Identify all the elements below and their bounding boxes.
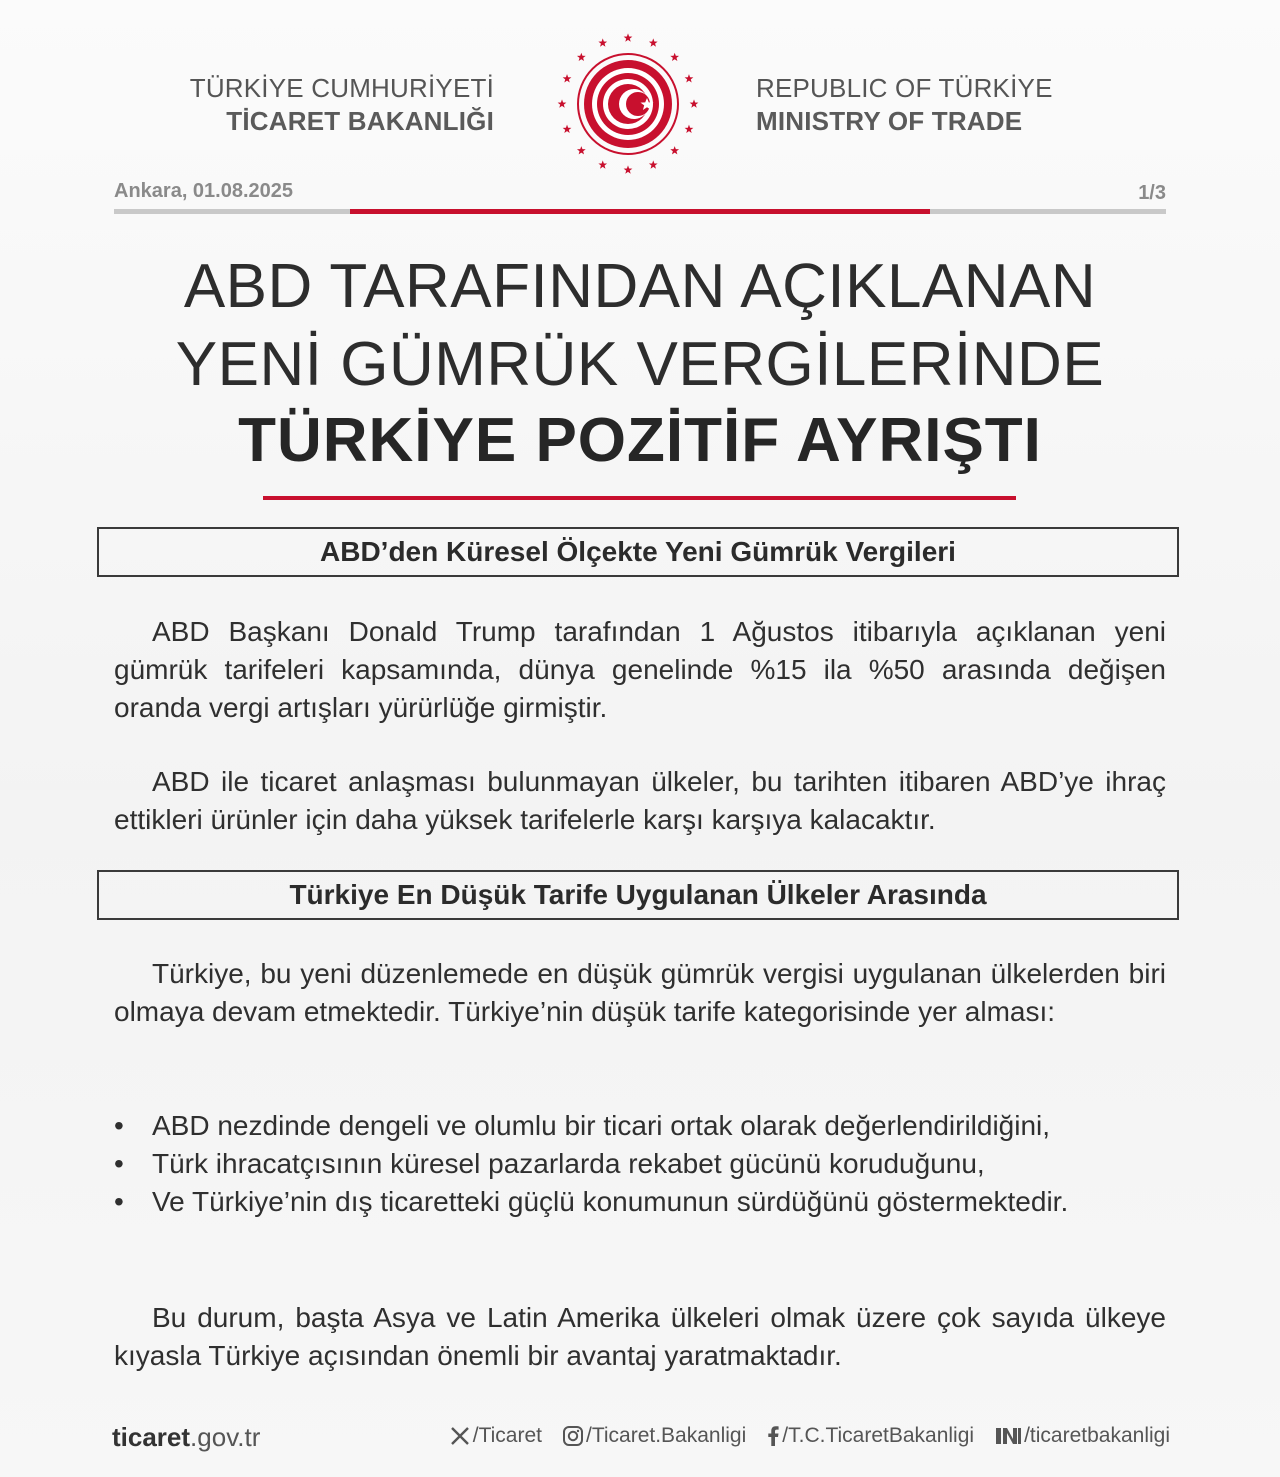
nsosyal-icon bbox=[994, 1425, 1022, 1447]
website-bold: ticaret bbox=[112, 1422, 191, 1452]
emblem-star-icon bbox=[624, 33, 633, 41]
page-number: 1/3 bbox=[1138, 182, 1166, 204]
social-handle: /Ticaret.Bakanligi bbox=[585, 1424, 747, 1447]
emblem-star-icon bbox=[577, 146, 586, 154]
bullet-list bbox=[114, 1107, 1166, 1221]
emblem-star-icon bbox=[649, 160, 658, 168]
section-heading-2: Türkiye En Düşük Tarife Uygulanan Ülkeler Arasında bbox=[97, 870, 1179, 920]
divider-red bbox=[350, 209, 930, 214]
paragraph-1: ABD Başkanı Donald Trump tarafından 1 Ağustos itibarıyla açıklanan yeni gümrük tarifeleri kapsamında, dünya genelinde %15 ila %50 arasında değişen oranda vergi artışları yürürlüğe girmiştir. bbox=[114, 616, 1166, 723]
emblem-star-icon bbox=[598, 160, 607, 168]
emblem-star-icon bbox=[624, 165, 633, 173]
social-handle: /ticaretbakanligi bbox=[1024, 1424, 1170, 1447]
instagram-icon bbox=[562, 1425, 584, 1447]
x-icon bbox=[449, 1425, 471, 1447]
bullet-icon: • bbox=[114, 1148, 124, 1179]
emblem-star-icon bbox=[563, 74, 572, 82]
ministry-emblem-icon bbox=[550, 26, 706, 182]
paragraph-3: Türkiye, bu yeni düzenlemede en düşük gümrük vergisi uygulanan ülkelerden biri olmaya devam etmektedir. Türkiye’nin düşük tarife kategorisinde yer alması: bbox=[114, 958, 1166, 1027]
social-link-instagram[interactable] bbox=[562, 1424, 746, 1448]
website-link[interactable] bbox=[112, 1422, 260, 1453]
emblem-star-icon bbox=[685, 125, 694, 133]
emblem-star-icon bbox=[563, 125, 572, 133]
footer bbox=[0, 1420, 1280, 1460]
header-right-line2: MINISTRY OF TRADE bbox=[756, 106, 1023, 136]
title-underline bbox=[263, 496, 1016, 500]
list-item-text: ABD nezdinde dengeli ve olumlu bir ticari ortak olarak değerlendirildiğini, bbox=[152, 1110, 1051, 1141]
emblem-star-icon bbox=[558, 99, 567, 107]
social-handle: /Ticaret bbox=[472, 1424, 542, 1447]
social-link-nsosyal[interactable] bbox=[994, 1424, 1170, 1448]
document-date: Ankara, 01.08.2025 bbox=[114, 180, 294, 202]
list-item bbox=[114, 1183, 1166, 1221]
title-line-1: ABD TARAFINDAN AÇIKLANAN bbox=[183, 252, 1097, 321]
social-link-x[interactable] bbox=[449, 1424, 542, 1448]
list-item-text: Türk ihracatçısının küresel pazarlarda rekabet gücünü koruduğunu, bbox=[152, 1148, 985, 1179]
header-left-line2: TİCARET BAKANLIĞI bbox=[226, 106, 494, 136]
header-right-line1: REPUBLIC OF TÜRKİYE bbox=[756, 73, 1053, 103]
social-handle: /T.C.TicaretBakanligi bbox=[782, 1424, 975, 1447]
emblem-star-icon bbox=[690, 99, 699, 107]
emblem-star-icon bbox=[670, 53, 679, 61]
emblem-star-icon bbox=[649, 38, 658, 46]
emblem-star-icon bbox=[685, 74, 694, 82]
header-right bbox=[756, 72, 1053, 138]
header-left-line1: TÜRKİYE CUMHURİYETİ bbox=[189, 73, 494, 103]
paragraph-2: ABD ile ticaret anlaşması bulunmayan ülkeler, bu tarihten itibaren ABD’ye ihraç ettikleri ürünler için daha yüksek tarifelerle karşı karşıya kalacaktır. bbox=[114, 766, 1166, 835]
website-rest: .gov.tr bbox=[190, 1422, 261, 1452]
list-item-text: Ve Türkiye’nin dış ticaretteki güçlü konumunun sürdüğünü göstermektedir. bbox=[152, 1186, 1069, 1217]
bullet-icon: • bbox=[114, 1186, 124, 1217]
social-link-facebook[interactable] bbox=[766, 1424, 974, 1448]
list-item bbox=[114, 1145, 1166, 1183]
title-line-2: YENİ GÜMRÜK VERGİLERİNDE bbox=[175, 330, 1105, 399]
emblem-star-icon bbox=[577, 53, 586, 61]
emblem-star-icon bbox=[670, 146, 679, 154]
bullet-icon: • bbox=[114, 1110, 124, 1141]
emblem-star-icon bbox=[598, 38, 607, 46]
section-heading-1: ABD’den Küresel Ölçekte Yeni Gümrük Vergileri bbox=[97, 527, 1179, 577]
header-left bbox=[190, 72, 494, 138]
social-links bbox=[449, 1424, 1170, 1448]
title-line-3: TÜRKİYE POZİTİF AYRIŞTI bbox=[238, 406, 1042, 475]
paragraph-4: Bu durum, başta Asya ve Latin Amerika ülkeleri olmak üzere çok sayıda ülkeye kıyasla Türkiye açısından önemli bir avantaj yaratmaktadır. bbox=[114, 1302, 1166, 1371]
list-item bbox=[114, 1107, 1166, 1145]
facebook-icon bbox=[766, 1425, 780, 1447]
